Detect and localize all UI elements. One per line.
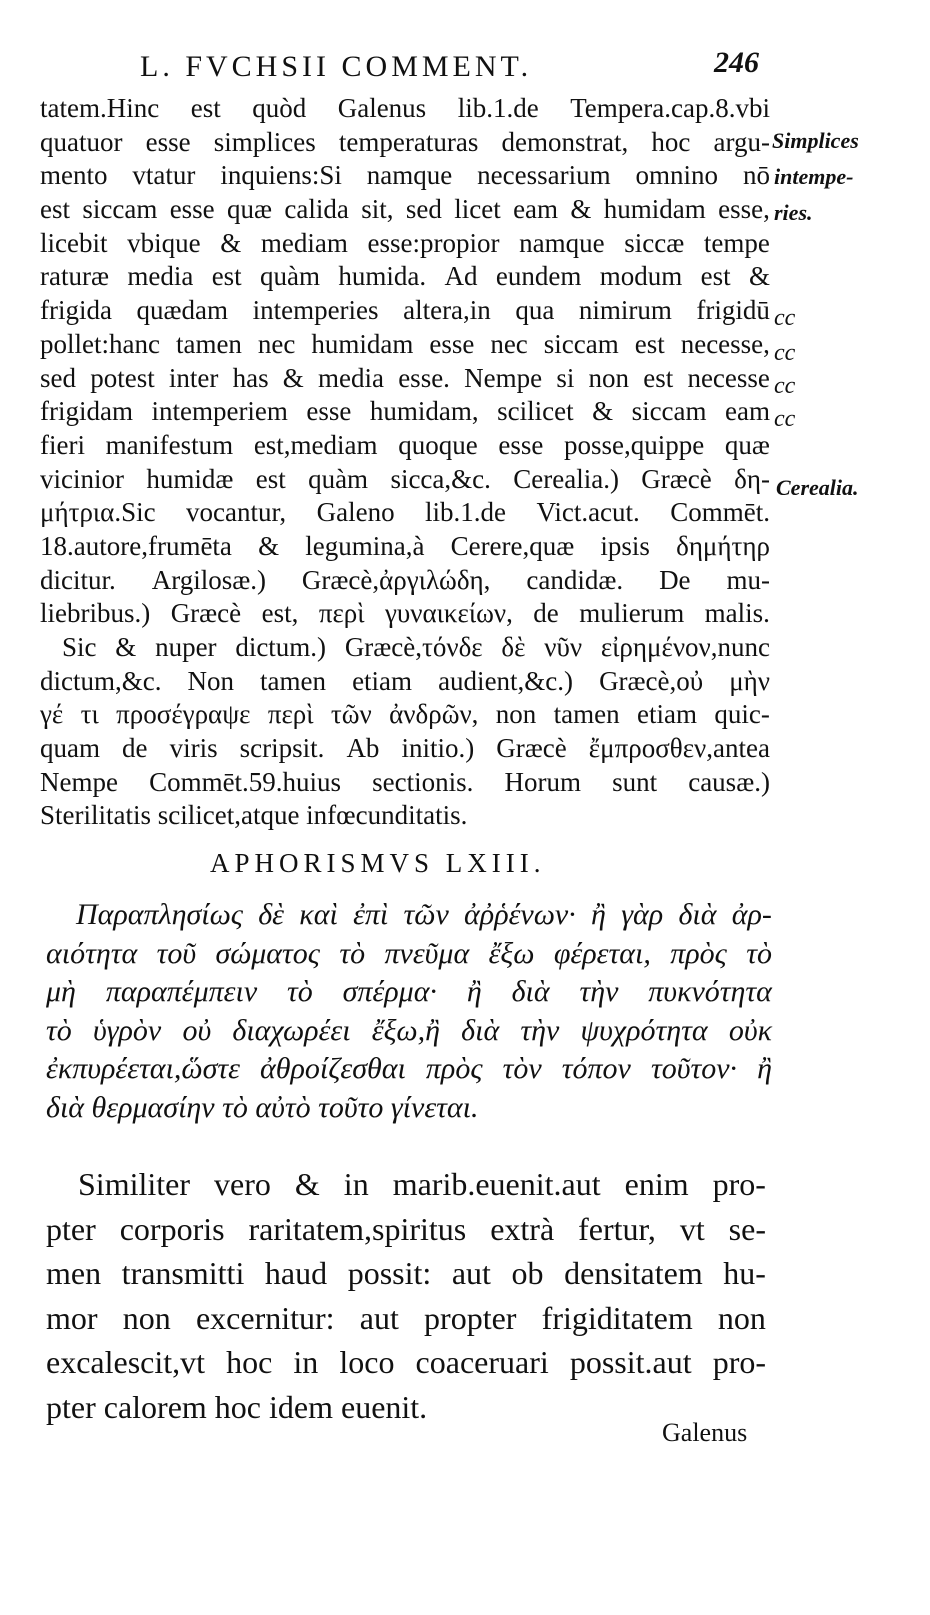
word: & (220, 227, 242, 258)
word: Sic (62, 632, 97, 662)
word: Græcè,τόνδε (344, 632, 483, 662)
word: μήτρια.Sic (40, 497, 156, 528)
word: τοῦ (156, 936, 197, 970)
greek-line (46, 935, 772, 974)
word: hoc (226, 1344, 273, 1380)
word: potest (90, 362, 155, 393)
word: corporis (119, 1210, 225, 1247)
word: εἰρημένον,nunc (600, 632, 770, 662)
word: est,mediam (253, 429, 378, 460)
translation-line: pter calorem hoc idem euenit. (46, 1388, 428, 1425)
word: τόπον (561, 1052, 631, 1085)
word: frigiditatem (541, 1299, 693, 1336)
word: audient,&c.) (438, 665, 574, 696)
text-line (40, 92, 770, 126)
word: τὸ (746, 936, 772, 970)
word: nec (490, 328, 528, 359)
word: esse (498, 429, 544, 460)
word: γέ (40, 699, 64, 730)
text-line (40, 732, 770, 766)
text-line (40, 159, 770, 193)
word: Non (187, 665, 235, 696)
translation-line (46, 1340, 766, 1385)
word: etiam (352, 665, 413, 696)
word: non (717, 1299, 766, 1336)
word: esse (145, 126, 191, 157)
word: quæ (227, 194, 273, 225)
text-line (40, 260, 770, 294)
word: vt (679, 1210, 705, 1247)
translation-line (46, 1296, 766, 1341)
section-heading: APHORISMVS LXIII. (210, 848, 546, 878)
word: aut (451, 1255, 491, 1291)
word: liebribus.) (40, 598, 151, 629)
word: tempe (703, 227, 770, 258)
text-line (40, 463, 770, 497)
word: loco (339, 1344, 395, 1380)
word: non (495, 699, 537, 730)
word: Similiter (78, 1166, 190, 1202)
word: malis. (704, 598, 770, 629)
word: πρὸς (670, 936, 727, 970)
latin-translation (46, 1162, 766, 1429)
word: ἔξω,ἢ (371, 1013, 440, 1047)
word: sed (405, 194, 442, 225)
text-line (40, 328, 770, 362)
word: τι (80, 699, 99, 730)
word: 18.autore,frumēta (40, 530, 232, 561)
word: frigidū (696, 295, 770, 326)
word: excernitur: (195, 1299, 335, 1336)
word: παραπέμπειν (105, 975, 258, 1008)
word: διὰ (461, 1013, 500, 1047)
word: manifestum (105, 429, 234, 460)
word: & (115, 632, 137, 662)
text-line (40, 429, 770, 463)
word: eundem (495, 261, 582, 292)
word: De (659, 564, 691, 595)
word: Græcè (496, 733, 567, 764)
word: γυναικείων, (384, 598, 513, 629)
word: dictum.) (235, 632, 327, 662)
word: vbique (127, 227, 201, 258)
margin-note-cerealia: Cerealia. (776, 475, 859, 500)
word: possit.aut (569, 1344, 692, 1380)
word: & (570, 194, 592, 225)
word: has (232, 362, 269, 393)
word: & (592, 396, 614, 427)
margin-note-simplices: intempe- (774, 164, 854, 189)
page-number: 246 (714, 46, 759, 79)
word: Cerere,quæ (450, 530, 575, 561)
word: esse (306, 396, 352, 427)
word: non (122, 1299, 171, 1336)
word: necessarium (477, 160, 611, 191)
word: δὲ (501, 632, 526, 662)
text-line (40, 597, 770, 631)
word: siccam (631, 396, 707, 427)
word: ἀρ- (731, 898, 772, 931)
word: humida. (338, 261, 427, 292)
word: ἀνδρῶν, (389, 699, 479, 730)
margin-quote-mark: cc (774, 373, 796, 399)
text-line (40, 631, 770, 665)
word: sit, (361, 194, 394, 225)
word: de (122, 733, 148, 764)
word: humidam (311, 328, 414, 359)
word: ἔξω (488, 936, 535, 970)
word: οὐ (182, 1013, 212, 1047)
word: Horum (504, 766, 582, 797)
greek-line (46, 973, 772, 1012)
word: Ad (444, 261, 478, 292)
word: inquiens:Si (220, 160, 342, 191)
word: intemperiem (151, 396, 288, 427)
word: τῶν (330, 699, 372, 730)
word: ἐπὶ (353, 898, 389, 931)
word: est (190, 93, 221, 123)
word: necesse (687, 362, 770, 393)
word: haud (264, 1255, 328, 1291)
word: esse:propior (367, 227, 500, 258)
margin-quote-mark: cc (774, 406, 796, 432)
word: nuper (155, 632, 217, 662)
word: Galenus (337, 93, 427, 123)
word: de (533, 598, 559, 629)
word: δη- (734, 463, 770, 494)
word: Argilosæ.) (151, 564, 266, 595)
word: διαχωρέει (232, 1013, 351, 1047)
word: τῶν (403, 898, 449, 931)
word: est (700, 261, 731, 292)
word: hu- (723, 1255, 766, 1291)
word: tamen (553, 699, 620, 730)
word: namque (519, 227, 605, 258)
word: τὸ (287, 975, 313, 1008)
word: frigidam (40, 396, 133, 427)
text-line (40, 698, 770, 732)
catchword: Galenus (662, 1418, 748, 1447)
word: mu- (726, 564, 770, 595)
word: siccam (82, 194, 158, 225)
word: vtatur (132, 160, 196, 191)
word: modum (599, 261, 683, 292)
word: raritatem,spiritus (248, 1210, 467, 1247)
word: γὰρ (621, 898, 664, 931)
word: esse. (398, 362, 450, 393)
word: quàm (308, 463, 369, 494)
word: Galeno (316, 497, 395, 528)
word: quòd (252, 93, 307, 123)
word: necesse, (680, 328, 770, 359)
text-line: Sterilitatis scilicet,atque infœcunditatis. (40, 800, 468, 831)
text-line (40, 496, 770, 530)
margin-note-simplices: Simplices (772, 128, 859, 153)
word: viris (169, 733, 218, 764)
text-line (40, 193, 770, 227)
word: est (40, 194, 70, 225)
word: humidam (603, 194, 706, 225)
word: eam (513, 194, 559, 225)
word: & (282, 362, 304, 393)
word: est (211, 261, 242, 292)
word: ἢ (757, 1052, 772, 1085)
word: mulierum (579, 598, 685, 629)
word: temperaturas (338, 126, 479, 157)
word: pollet:hanc (40, 328, 160, 359)
word: transmitti (121, 1255, 245, 1291)
word: quàm (260, 261, 321, 292)
word: ἐκπυρέεται,ὥστε (46, 1052, 240, 1085)
word: mor (46, 1299, 98, 1336)
word: mediam (260, 227, 348, 258)
word: in (293, 1344, 319, 1380)
word: aut (359, 1299, 399, 1336)
word: intemperies (252, 295, 379, 326)
word: densitatem (564, 1255, 703, 1291)
greek-aphorism-text (46, 896, 772, 1127)
word: frigida (40, 295, 112, 326)
word: ἀῤῥένων· (464, 898, 576, 931)
word: Græcè,ἀργιλώδη, (301, 564, 491, 595)
word: αιότητα (46, 936, 138, 970)
word: quam (40, 733, 100, 764)
word: φέρεται, (553, 936, 651, 970)
word: inter (168, 362, 219, 393)
word: quædam (136, 295, 229, 326)
word: τὸ (339, 936, 366, 970)
word: namque (366, 160, 453, 191)
word: τὸ (46, 1013, 72, 1047)
word: propter (424, 1299, 517, 1336)
word: si (556, 362, 575, 393)
word: περὶ (267, 699, 314, 730)
word: vocantur, (186, 497, 287, 528)
word: lib.1.de (457, 93, 539, 123)
word: καὶ (299, 898, 338, 931)
word: quatuor (40, 126, 123, 157)
word: est (634, 328, 665, 359)
word: τοῦτον· (650, 1052, 738, 1085)
word: quæ (724, 429, 770, 460)
word: pro- (712, 1166, 766, 1202)
translation-line (46, 1207, 766, 1252)
word: enim (624, 1166, 689, 1202)
margin-quote-mark: cc (774, 305, 796, 331)
word: δημήτηρ (676, 530, 770, 561)
word: coaceruari (415, 1344, 549, 1380)
word: candidæ. (526, 564, 624, 595)
word: σπέρμα· (342, 975, 437, 1008)
word: & (294, 1166, 320, 1202)
word: πνεῦμα (384, 936, 470, 970)
text-line (40, 126, 770, 160)
word: Commēt.59.huius (149, 766, 342, 797)
text-line (40, 294, 770, 328)
text-line (40, 395, 770, 429)
word: licebit (40, 227, 108, 258)
greek-line (46, 1012, 772, 1051)
word: scripsit. (239, 733, 325, 764)
word: pro- (712, 1344, 766, 1380)
word: qua (515, 295, 555, 326)
word: initio.) (401, 733, 475, 764)
word: & (258, 530, 280, 561)
word: tamen (260, 665, 327, 696)
word: ἢ (591, 898, 606, 931)
word: Vict.acut. (536, 497, 640, 528)
word: tamen (175, 328, 242, 359)
word: nec (257, 328, 296, 359)
margin-note-simplices: ries. (774, 200, 813, 225)
word: est (643, 362, 674, 393)
word: omnino (635, 160, 719, 191)
word: fertur, (578, 1210, 656, 1247)
word: esse, (718, 194, 770, 225)
margin-quote-mark: cc (774, 340, 796, 366)
word: lib.1.de (425, 497, 507, 528)
word: est, (261, 598, 299, 629)
text-line (40, 564, 770, 598)
word: ἢ (466, 975, 482, 1008)
word: τὴν (579, 975, 619, 1008)
word: est (255, 463, 286, 494)
word: vicinior (40, 463, 124, 494)
word: νῦν (544, 632, 583, 662)
word: extrà (490, 1210, 555, 1247)
text-line (40, 227, 770, 261)
word: altera,in (403, 295, 491, 326)
word: esse (429, 328, 475, 359)
word: posse,quippe (564, 429, 705, 460)
word: in (343, 1166, 369, 1202)
translation-line (46, 1162, 766, 1207)
word: πυκνότητα (648, 975, 772, 1008)
word: Commēt. (670, 497, 770, 528)
word: etiam (637, 699, 698, 730)
word: μὴν (729, 665, 770, 696)
word: simplices (213, 126, 316, 157)
word: οὐκ (728, 1013, 772, 1047)
word: ψυχρότητα (580, 1013, 708, 1047)
word: sectionis. (372, 766, 474, 797)
word: ὑγρὸν (92, 1013, 162, 1047)
word: τὸν (502, 1052, 542, 1085)
word: & (748, 261, 770, 292)
word: Cerealia.) (513, 463, 619, 494)
word: raturæ (40, 261, 109, 292)
word: calida (284, 194, 349, 225)
word: hoc (651, 126, 691, 157)
word: δὲ (258, 898, 285, 931)
word: se- (728, 1210, 766, 1247)
word: διὰ (511, 975, 550, 1008)
word: σώματος (215, 936, 320, 970)
greek-line: διὰ θερμασίην τὸ αὐτὸ τοῦτο γίνεται. (46, 1090, 479, 1124)
word: fieri (40, 429, 85, 460)
text-line (40, 665, 770, 699)
text-line (40, 530, 770, 564)
word: ἀθροίζεσθαι (260, 1052, 406, 1085)
word: licet (454, 194, 501, 225)
word: Græcè,οὐ (599, 665, 704, 696)
word: possit: (347, 1255, 432, 1291)
greek-line (46, 896, 772, 935)
word: quoque (398, 429, 478, 460)
word: Nempe (464, 362, 543, 393)
word: Græcè (170, 598, 242, 629)
word: Nempe (40, 766, 118, 797)
text-line (40, 362, 770, 396)
word: Græcè (641, 463, 712, 494)
greek-line (46, 1050, 772, 1089)
word: nō (742, 160, 770, 191)
word: προσέγραψε (116, 699, 251, 730)
word: argu- (713, 126, 770, 157)
word: humidæ (146, 463, 234, 494)
word: διὰ (678, 898, 717, 931)
word: ἔμπροσθεν,antea (588, 733, 770, 764)
word: Παραπλησίως (76, 898, 243, 931)
word: ob (511, 1255, 544, 1291)
word: humidam, (369, 396, 479, 427)
word: esse (169, 194, 215, 225)
word: sicca,&c. (390, 463, 491, 494)
word: causæ.) (688, 766, 770, 797)
word: excalescit,vt (46, 1344, 206, 1380)
word: non (588, 362, 630, 393)
word: legumina,à (305, 530, 425, 561)
word: nimirum (578, 295, 672, 326)
word: τὴν (520, 1013, 560, 1047)
word: tatem.Hinc (40, 93, 160, 123)
word: sunt (612, 766, 658, 797)
word: dicitur. (40, 564, 116, 595)
word: vero (214, 1166, 271, 1202)
word: media (127, 261, 194, 292)
word: πρὸς (425, 1052, 483, 1085)
word: marib.euenit.aut (392, 1166, 601, 1202)
word: men (46, 1255, 102, 1291)
word: siccæ (624, 227, 685, 258)
running-head: L. FVCHSII COMMENT. (140, 50, 533, 83)
commentary-text (40, 92, 770, 833)
word: Ab (346, 733, 380, 764)
word: μὴ (46, 975, 76, 1008)
word: pter (46, 1210, 96, 1247)
word: quic- (714, 699, 770, 730)
word: mento (40, 160, 108, 191)
word: media (318, 362, 384, 393)
word: sed (40, 362, 76, 393)
text-line (40, 766, 770, 800)
word: siccam (543, 328, 619, 359)
word: Tempera.cap.8.vbi (570, 93, 770, 123)
word: eam (725, 396, 770, 427)
word: περὶ (318, 598, 365, 629)
word: ipsis (600, 530, 650, 561)
word: dictum,&c. (40, 665, 162, 696)
word: demonstrat, (501, 126, 629, 157)
translation-line (46, 1251, 766, 1296)
word: scilicet (497, 396, 574, 427)
